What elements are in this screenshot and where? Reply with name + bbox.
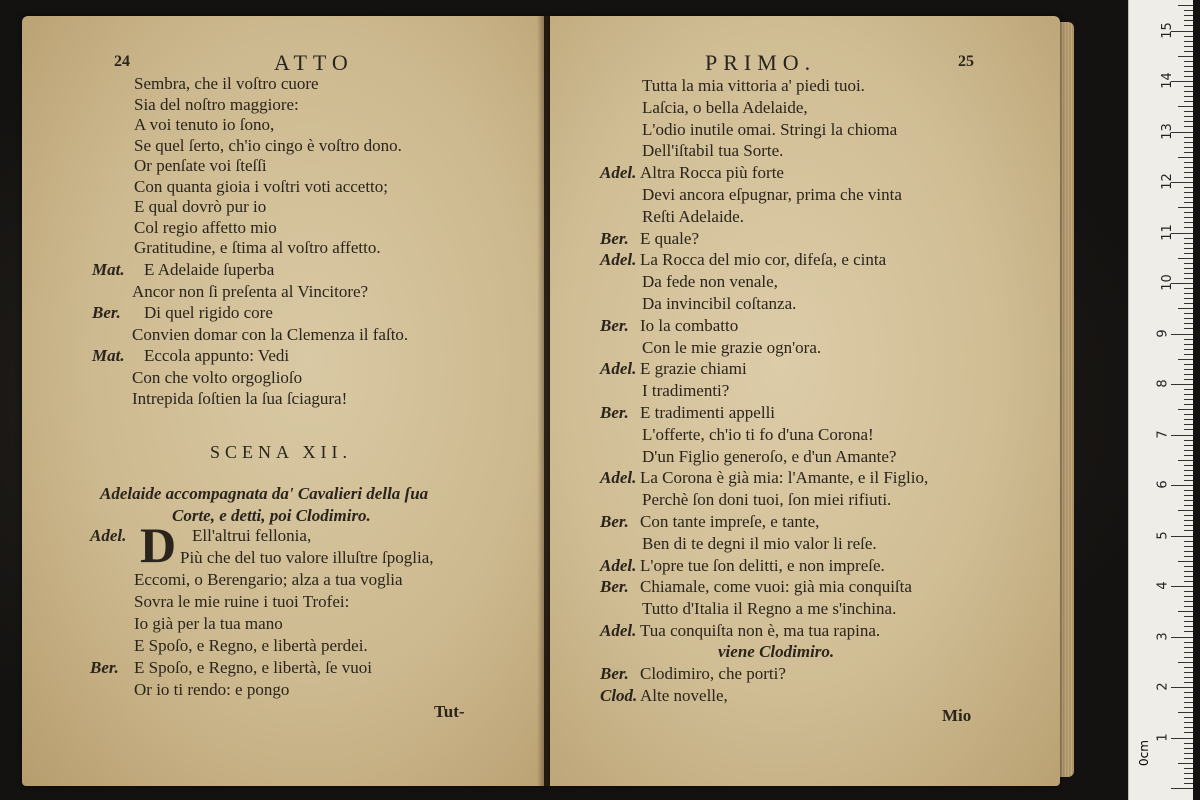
verse-line: Da fede non venale, [642, 272, 778, 292]
verse-line: E grazie chiami [640, 359, 747, 379]
ruler-tick [1184, 753, 1193, 754]
ruler-tick [1184, 197, 1193, 198]
ruler-tick [1184, 520, 1193, 521]
speaker-label: Adel. [600, 555, 637, 575]
ruler-tick [1184, 152, 1193, 153]
ruler-tick [1184, 76, 1193, 77]
verse-line: Con che volto orgoglioſo [132, 367, 303, 387]
measuring-ruler [1128, 0, 1193, 800]
ruler-tick [1184, 591, 1193, 592]
ruler-tick [1184, 571, 1193, 572]
ruler-tick [1184, 278, 1193, 279]
ruler-number: 2 [1155, 682, 1171, 691]
ruler-tick [1184, 601, 1193, 602]
ruler-tick [1184, 768, 1193, 769]
ruler-tick [1184, 212, 1193, 213]
ruler-tick [1184, 298, 1193, 299]
ruler-tick [1184, 303, 1193, 304]
ruler-tick [1184, 404, 1193, 405]
ruler-tick [1184, 162, 1193, 163]
ruler-number: 14 [1159, 72, 1175, 89]
verse-line: E quale? [640, 228, 699, 248]
ruler-tick [1171, 536, 1193, 537]
ruler-tick [1184, 379, 1193, 380]
ruler-tick [1184, 440, 1193, 441]
ruler-tick [1178, 5, 1193, 6]
ruler-tick [1184, 758, 1193, 759]
ruler-tick [1184, 364, 1193, 365]
ruler-tick [1184, 111, 1193, 112]
ruler-tick [1184, 227, 1193, 228]
ruler-tick [1184, 546, 1193, 547]
left-page [22, 16, 544, 786]
verse-line: Or penſate voi ſteſſi [134, 156, 267, 175]
ruler-tick [1184, 596, 1193, 597]
ruler-tick [1184, 657, 1193, 658]
ruler-tick [1184, 495, 1193, 496]
verse-line: Laſcia, o bella Adelaide, [642, 97, 808, 117]
ruler-tick [1184, 288, 1193, 289]
ruler-tick [1184, 318, 1193, 319]
ruler-tick [1184, 61, 1193, 62]
ruler-tick [1184, 732, 1193, 733]
ruler-tick [1184, 773, 1193, 774]
verse-line: Or io ti rendo: e pongo [134, 680, 290, 699]
speaker-label: Ber. [600, 664, 629, 683]
ruler-tick [1184, 743, 1193, 744]
right-catchword: Mio [942, 706, 972, 725]
right-running-header: PRIMO. [705, 50, 817, 75]
verse-line: Tutto d'Italia il Regno a me s'inchina. [642, 599, 897, 619]
ruler-tick [1184, 253, 1193, 254]
ruler-tick [1184, 642, 1193, 643]
speaker-label: Ber. [600, 512, 629, 531]
ruler-tick [1184, 349, 1193, 350]
ruler-tick [1184, 581, 1193, 582]
verse-line: E Adelaide ſuperba [144, 260, 275, 279]
ruler-tick [1184, 46, 1193, 47]
ruler-tick [1184, 243, 1193, 244]
ruler-tick [1184, 354, 1193, 355]
ruler-tick [1178, 409, 1193, 410]
ruler-tick [1184, 10, 1193, 11]
left-running-header: ATTO [274, 50, 354, 75]
verse-line: Tutta la mia vittoria a' piedi tuoi. [642, 76, 865, 95]
ruler-tick [1184, 101, 1193, 102]
page-edges [1058, 22, 1074, 777]
ruler-tick [1178, 510, 1193, 511]
ruler-number: 6 [1155, 480, 1171, 489]
ruler-tick [1184, 374, 1193, 375]
ruler-tick [1184, 490, 1193, 491]
ruler-tick [1184, 576, 1193, 577]
ruler-tick [1178, 56, 1193, 57]
verse-line: Sovra le mie ruine i tuoi Trofei: [134, 592, 350, 611]
ruler-tick [1171, 435, 1193, 436]
ruler-tick [1184, 631, 1193, 632]
ruler-number: 15 [1159, 21, 1175, 39]
ruler-tick [1184, 702, 1193, 703]
verse-line: Io la combatto [640, 315, 739, 335]
ruler-tick [1184, 551, 1193, 552]
ruler-tick [1184, 445, 1193, 446]
verse-line: Dell'iſtabil tua Sorte. [642, 141, 784, 161]
ruler-tick [1184, 525, 1193, 526]
ruler-tick [1184, 25, 1193, 26]
ruler-tick [1184, 470, 1193, 471]
ruler-tick [1184, 530, 1193, 531]
verse-line: Gratitudine, e ſtima al voſtro affetto. [134, 238, 381, 257]
speaker-label: Adel. [600, 621, 637, 640]
ruler-tick [1178, 561, 1193, 562]
ruler-tick [1184, 268, 1193, 269]
ruler-tick [1171, 687, 1193, 688]
ruler-number: 9 [1155, 328, 1171, 338]
verse-line: I tradimenti? [642, 381, 730, 401]
ruler-tick [1184, 652, 1193, 653]
verse-line: Eccola appunto: Vedi [144, 346, 290, 365]
ruler-tick [1184, 429, 1193, 430]
ruler-tick [1184, 20, 1193, 21]
ruler-tick [1184, 748, 1193, 749]
ruler-tick [1184, 414, 1193, 415]
ruler-tick [1184, 556, 1193, 557]
ruler-tick [1184, 778, 1193, 779]
ruler-tick [1184, 248, 1193, 249]
ruler-number: 3 [1155, 631, 1171, 641]
verse-line: L'opre tue ſon delitti, e non impreſe. [640, 555, 885, 575]
ruler-tick [1171, 637, 1193, 638]
scene-title: SCENA XII. [210, 442, 353, 462]
speaker-label: Adel. [600, 359, 637, 379]
verse-line: Più che del tuo valore illuſtre ſpoglia, [180, 548, 434, 567]
ruler-tick [1184, 500, 1193, 501]
verse-line: Perchè ſon doni tuoi, ſon miei rifiuti. [642, 490, 892, 510]
ruler-tick [1184, 137, 1193, 138]
ruler-tick [1184, 339, 1193, 340]
ruler-tick [1184, 566, 1193, 567]
speaker-label: Ber. [92, 303, 121, 322]
speaker-label: Ber. [600, 228, 629, 248]
ruler-tick [1184, 202, 1193, 203]
ruler-tick [1184, 41, 1193, 42]
ruler-tick [1184, 475, 1193, 476]
ruler-tick [1184, 399, 1193, 400]
ruler-tick [1184, 167, 1193, 168]
ruler-tick [1184, 626, 1193, 627]
speaker-label: Adel. [600, 468, 637, 488]
ruler-tick [1178, 258, 1193, 259]
ruler-tick [1184, 116, 1193, 117]
ruler-tick [1184, 722, 1193, 723]
verse-line: Devi ancora eſpugnar, prima che vinta [642, 185, 902, 204]
verse-line: Ben di te degni il mio valor li reſe. [642, 533, 877, 553]
ruler-tick [1184, 273, 1193, 274]
left-page-number: 24 [114, 53, 130, 70]
open-book [22, 16, 1072, 786]
left-catchword: Tut- [434, 702, 465, 721]
verse-line: A voi tenuto io ſono, [134, 115, 275, 134]
ruler-tick [1184, 147, 1193, 148]
ruler-tick [1184, 465, 1193, 466]
ruler-unit-label: 0cm [1136, 740, 1151, 766]
verse-line: L'offerte, ch'io ti fo d'una Corona! [642, 424, 874, 444]
ruler-tick [1178, 308, 1193, 309]
ruler-tick [1184, 672, 1193, 673]
ruler-tick [1178, 106, 1193, 107]
speaker-label: Clod. [600, 686, 638, 705]
ruler-tick [1184, 36, 1193, 37]
ruler-tick [1184, 313, 1193, 314]
ruler-tick [1184, 455, 1193, 456]
ruler-tick [1184, 15, 1193, 16]
verse-line: E Spoſo, e Regno, e libertà, ſe vuoi [134, 658, 372, 677]
verse-line: Altra Rocca più forte [640, 163, 784, 183]
ruler-number: 5 [1155, 530, 1171, 540]
ruler-number: 13 [1159, 122, 1175, 140]
verse-line: Ell'altrui fellonia, [192, 526, 312, 545]
ruler-tick [1184, 86, 1193, 87]
verse-line: Alte novelle, [640, 686, 728, 705]
speaker-label: Ber. [600, 315, 629, 335]
ruler-tick [1184, 697, 1193, 698]
ruler-number: 8 [1155, 379, 1171, 388]
ruler-tick [1178, 157, 1193, 158]
ruler-tick [1184, 344, 1193, 345]
verse-line: Io già per la tua mano [134, 614, 283, 633]
ruler-tick [1184, 505, 1193, 506]
ruler-tick [1184, 541, 1193, 542]
ruler-tick [1184, 96, 1193, 97]
ruler-tick [1178, 207, 1193, 208]
verse-line: Col regio affetto mio [134, 217, 277, 237]
verse-line: Chiamale, come vuoi: già mia conquiſta [640, 577, 912, 597]
ruler-tick [1171, 384, 1193, 385]
speaker-label: Mat. [92, 260, 125, 279]
ruler-tick [1184, 323, 1193, 324]
verse-line: Da invincibil coſtanza. [642, 294, 797, 313]
ruler-tick [1184, 450, 1193, 451]
ruler-tick [1184, 172, 1193, 173]
ruler-tick [1184, 66, 1193, 67]
ruler-tick [1184, 192, 1193, 193]
ruler-tick [1184, 222, 1193, 223]
ruler-tick [1184, 692, 1193, 693]
ruler-tick [1184, 621, 1193, 622]
ruler-tick [1178, 712, 1193, 713]
ruler-tick [1171, 485, 1193, 486]
verse-line: Con tante impreſe, e tante, [640, 512, 820, 531]
ruler-tick [1184, 328, 1193, 329]
ruler-number: 4 [1155, 581, 1171, 590]
ruler-tick [1178, 359, 1193, 360]
right-page [550, 16, 1060, 786]
speaker-label: Mat. [92, 346, 125, 365]
verse-line: Se quel ſerto, ch'io cingo è voſtro dono. [134, 135, 402, 155]
verse-line: Clodimiro, che porti? [640, 664, 786, 683]
verse-line: Reſti Adelaide. [642, 206, 744, 226]
speaker-label: Adel. [600, 163, 637, 183]
verse-line: E Spoſo, e Regno, e libertà perdei. [134, 636, 368, 655]
verse-line: Con le mie grazie ogn'ora. [642, 337, 822, 357]
ruler-number: 1 [1155, 732, 1171, 742]
ruler-tick [1171, 788, 1193, 789]
ruler-tick [1184, 419, 1193, 420]
ruler-tick [1171, 586, 1193, 587]
ruler-tick [1184, 717, 1193, 718]
verse-line: La Rocca del mio cor, difeſa, e cinta [640, 250, 887, 270]
ruler-tick [1184, 91, 1193, 92]
verse-line: Eccomi, o Berengario; alza a tua voglia [134, 570, 403, 589]
ruler-tick [1184, 424, 1193, 425]
stage-direction-clodimiro: viene Clodimiro. [718, 642, 835, 661]
ruler-number: 7 [1155, 429, 1171, 439]
ruler-tick [1171, 334, 1193, 335]
verse-line: E tradimenti appelli [640, 403, 776, 422]
ruler-tick [1184, 217, 1193, 218]
verse-line: Intrepida ſoſtien la ſua ſciagura! [132, 389, 348, 408]
speaker-label: Ber. [600, 577, 629, 597]
ruler-tick [1184, 71, 1193, 72]
ruler-tick [1184, 238, 1193, 239]
ruler-tick [1184, 515, 1193, 516]
ruler-number: 10 [1159, 274, 1175, 291]
ruler-tick [1184, 606, 1193, 607]
stage-direction-line-2: Corte, e detti, poi Clodimiro. [172, 506, 371, 525]
ruler-tick [1178, 662, 1193, 663]
verse-line: Tua conquiſta non è, ma tua rapina. [640, 621, 881, 640]
ruler-tick [1184, 727, 1193, 728]
speaker-label: Ber. [90, 658, 119, 677]
verse-line: Di quel rigido core [144, 303, 273, 322]
ruler-tick [1184, 126, 1193, 127]
ruler-tick [1178, 460, 1193, 461]
speaker-label: Ber. [600, 403, 629, 422]
verse-line: Sia del noſtro maggiore: [134, 94, 299, 114]
ruler-tick [1184, 480, 1193, 481]
verse-line: L'odio inutile omai. Stringi la chioma [642, 119, 898, 139]
verse-line: Ancor non ſi preſenta al Vincitore? [132, 281, 369, 301]
ruler-number: 12 [1159, 173, 1175, 190]
ruler-tick [1171, 738, 1193, 739]
ruler-tick [1178, 611, 1193, 612]
speaker-label: Adel. [600, 250, 637, 270]
ruler-tick [1184, 187, 1193, 188]
ruler-tick [1178, 763, 1193, 764]
ruler-tick [1184, 707, 1193, 708]
verse-line: D'un Figlio generoſo, e d'un Amante? [642, 446, 897, 466]
ruler-tick [1184, 369, 1193, 370]
ruler-tick [1184, 389, 1193, 390]
ruler-tick [1184, 142, 1193, 143]
ruler-tick [1184, 616, 1193, 617]
ruler-tick [1184, 682, 1193, 683]
ruler-number: 11 [1159, 223, 1175, 241]
ruler-tick [1184, 121, 1193, 122]
verse-line: Convien domar con la Clemenza il faſto. [132, 324, 409, 344]
ruler-tick [1184, 667, 1193, 668]
verse-line: La Corona è già mia: l'Amante, e il Figlio, [640, 468, 929, 488]
stage-direction-line-1: Adelaide accompagnata da' Cavalieri della ſua [100, 484, 429, 503]
ruler-tick [1184, 263, 1193, 264]
ruler-tick [1184, 177, 1193, 178]
ruler-tick [1184, 51, 1193, 52]
ruler-tick [1184, 783, 1193, 784]
ruler-tick [1184, 647, 1193, 648]
verse-line: Sembra, che il voſtro cuore [134, 74, 319, 93]
ruler-tick [1184, 677, 1193, 678]
ruler-tick [1184, 293, 1193, 294]
ruler-tick [1184, 394, 1193, 395]
verse-line: Con quanta gioia i voſtri voti accetto; [134, 176, 388, 196]
verse-line: E qual dovrò pur io [134, 197, 267, 216]
drop-cap: D [140, 517, 177, 573]
speaker-label: Adel. [90, 526, 127, 545]
right-page-number: 25 [958, 53, 974, 70]
